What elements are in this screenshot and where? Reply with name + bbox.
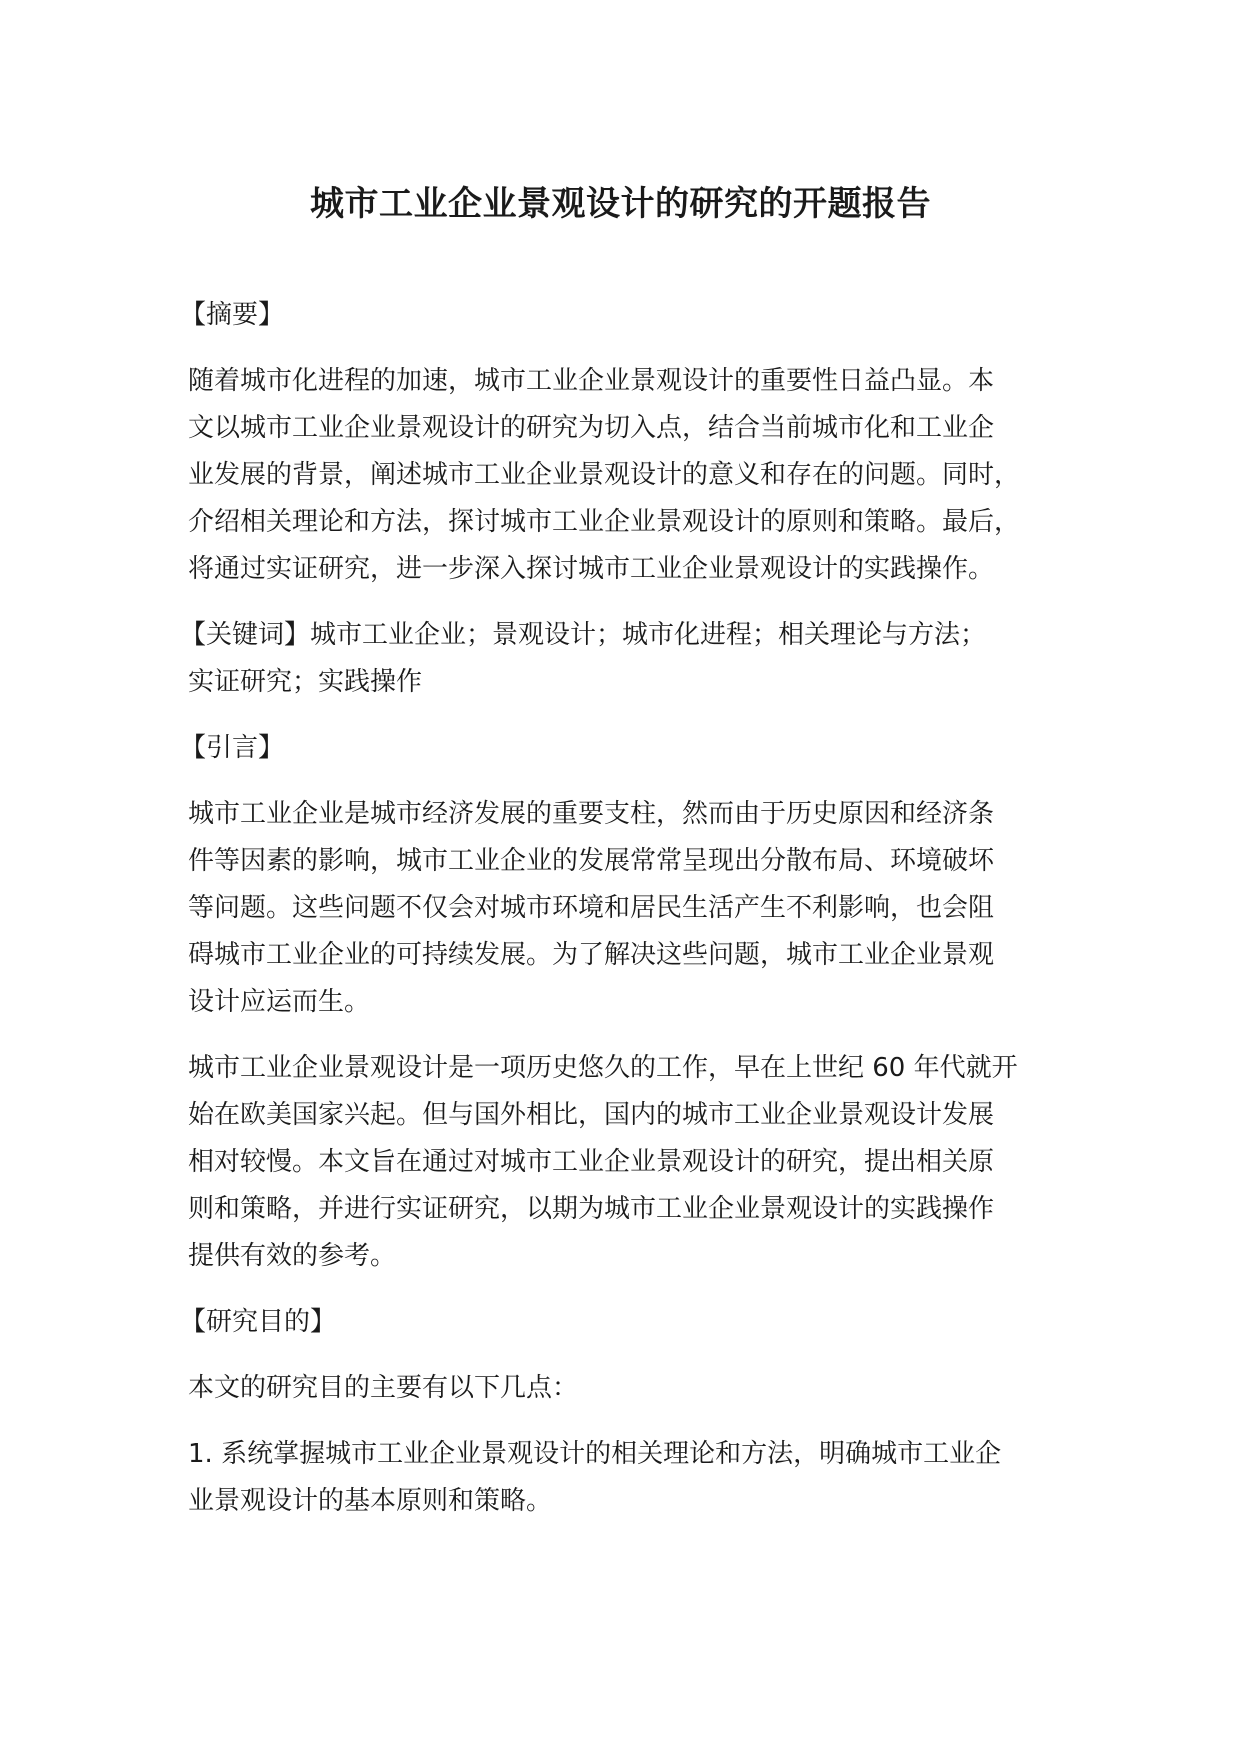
abstract-heading: 【摘要】 [180, 300, 285, 330]
text-line: 介绍相关理论和方法，探讨城市工业企业景观设计的原则和策略。最后， [188, 507, 1021, 537]
text-line: 件等因素的影响，城市工业企业的发展常常呈现出分散布局、环境破坏 [188, 846, 995, 876]
text-line: 提供有效的参考。 [188, 1241, 397, 1271]
keywords-paragraph [180, 612, 1080, 706]
text-line: 将通过实证研究，进一步深入探讨城市工业企业景观设计的实践操作。 [188, 554, 995, 584]
intro-paragraph-1 [188, 791, 1080, 1026]
text-line: 则和策略，并进行实证研究，以期为城市工业企业景观设计的实践操作 [188, 1194, 995, 1224]
abstract-paragraph [188, 358, 1080, 593]
text-line: 相对较慢。本文旨在通过对城市工业企业景观设计的研究，提出相关原 [188, 1147, 995, 1177]
intro-paragraph-2 [188, 1045, 1080, 1280]
text-line: 随着城市化进程的加速，城市工业企业景观设计的重要性日益凸显。本 [188, 366, 995, 396]
text-line: 始在欧美国家兴起。但与国外相比，国内的城市工业企业景观设计发展 [188, 1100, 995, 1130]
document-title: 城市工业企业景观设计的研究的开题报告 [310, 184, 931, 224]
document-body [180, 292, 1080, 1544]
text-line: 实证研究；实践操作 [188, 667, 423, 697]
text-line: 文以城市工业企业景观设计的研究为切入点，结合当前城市化和工业企 [188, 413, 995, 443]
text-line: 碍城市工业企业的可持续发展。为了解决这些问题，城市工业企业景观 [188, 940, 995, 970]
text-line: 城市工业企业景观设计是一项历史悠久的工作，早在上世纪 60 年代就开 [188, 1053, 1018, 1083]
purpose-heading: 【研究目的】 [180, 1307, 337, 1337]
intro-heading: 【引言】 [180, 733, 285, 763]
text-line: 等问题。这些问题不仅会对城市环境和居民生活产生不利影响，也会阻 [188, 893, 995, 923]
text-line: 【关键词】城市工业企业；景观设计；城市化进程；相关理论与方法； [180, 620, 987, 650]
purpose-intro: 本文的研究目的主要有以下几点： [188, 1373, 579, 1403]
text-line: 业发展的背景，阐述城市工业企业景观设计的意义和存在的问题。同时， [188, 460, 1021, 490]
text-line: 城市工业企业是城市经济发展的重要支柱，然而由于历史原因和经济条 [188, 799, 995, 829]
text-line: 1. 系统掌握城市工业企业景观设计的相关理论和方法，明确城市工业企 [188, 1439, 1002, 1469]
purpose-item-1 [188, 1431, 1080, 1525]
text-line: 业景观设计的基本原则和策略。 [188, 1486, 553, 1516]
text-line: 设计应运而生。 [188, 987, 371, 1017]
